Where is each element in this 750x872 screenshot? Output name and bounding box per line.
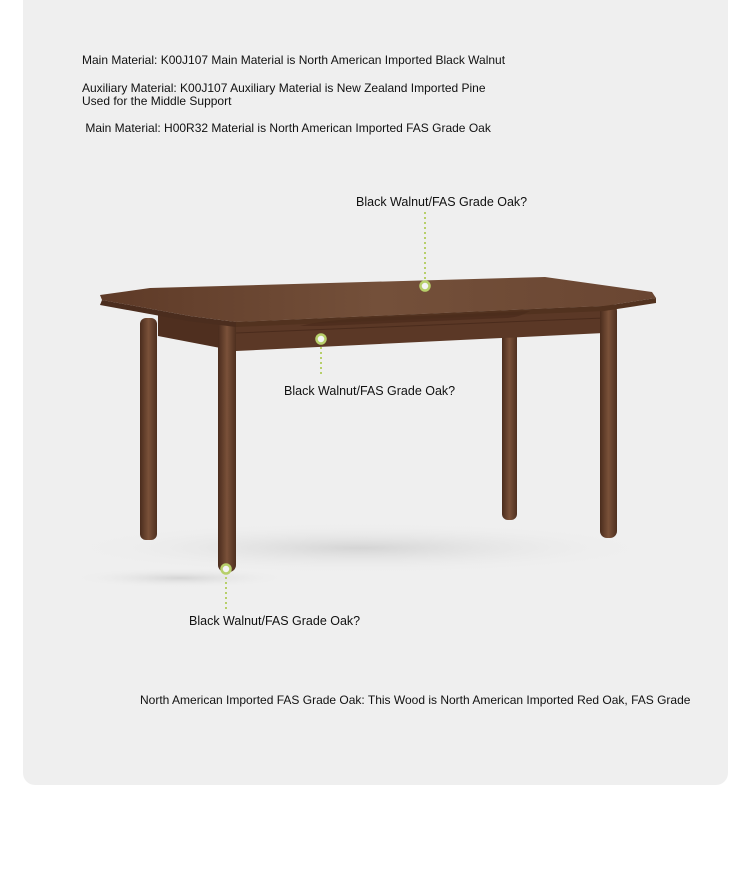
tabletop-callout-label: Black Walnut/FAS Grade Oak?: [356, 195, 528, 209]
spec-auxiliary-material-note: Used for the Middle Support: [82, 94, 232, 108]
back-left-leg: [140, 318, 157, 540]
back-right-leg: [502, 330, 517, 520]
leg-marker-dot: [222, 565, 231, 574]
apron-marker-dot: [317, 335, 326, 344]
leg-callout-label: Black Walnut/FAS Grade Oak?: [189, 614, 361, 628]
front-right-leg: [600, 304, 617, 538]
spec-main-material-oak: Main Material: H00R32 Material is North American Imported FAS Grade Oak: [82, 121, 491, 135]
front-left-leg: [218, 322, 236, 572]
apron-callout-label: Black Walnut/FAS Grade Oak?: [284, 384, 456, 398]
leg-shadow: [70, 568, 290, 588]
tabletop-marker-dot: [421, 282, 430, 291]
footnote-oak-description: North American Imported FAS Grade Oak: This Wood is North American Imported Red Oak, FAS Grade: [140, 693, 691, 707]
spec-main-material-walnut: Main Material: K00J107 Main Material is North American Imported Black Walnut: [82, 53, 506, 67]
spec-auxiliary-material: Auxiliary Material: K00J107 Auxiliary Material is New Zealand Imported Pine: [82, 81, 486, 95]
